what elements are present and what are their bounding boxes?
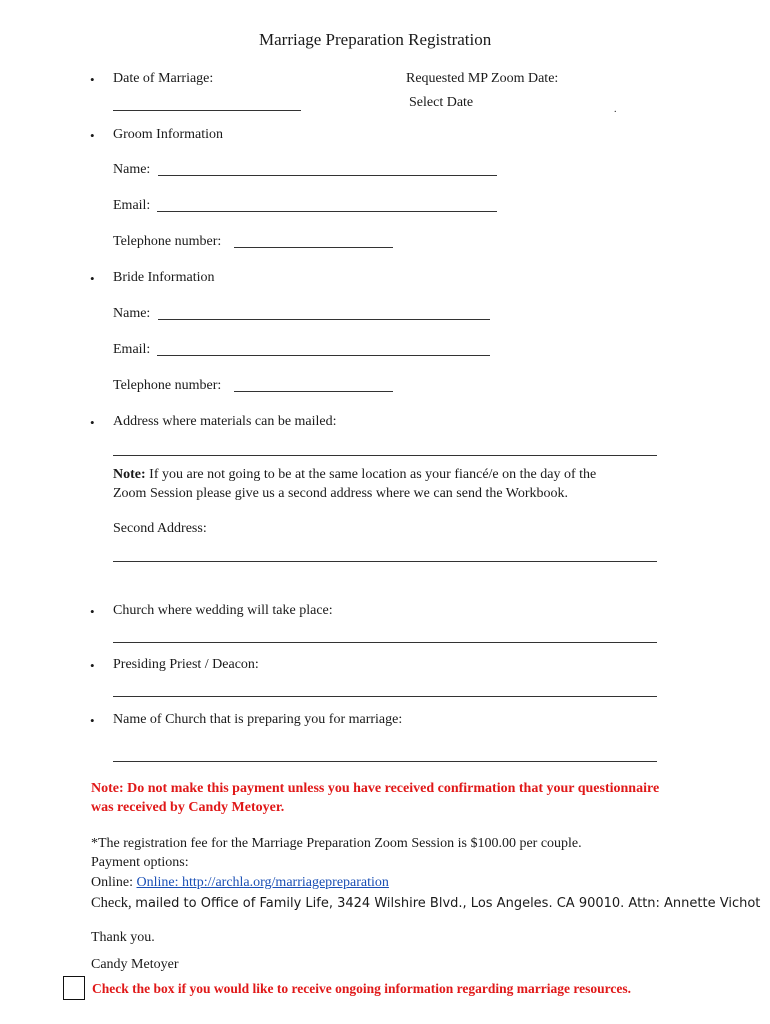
check-label: Check,: [91, 895, 132, 911]
online-link[interactable]: Online: http://archla.org/marriagepreparation: [136, 875, 389, 890]
groom-email-field[interactable]: [157, 211, 497, 212]
online-row: [91, 875, 389, 891]
bride-email-label: Email:: [113, 342, 151, 357]
second-address-field[interactable]: [113, 561, 657, 562]
bride-section-label: Bride Information: [113, 270, 215, 285]
groom-section-label: Groom Information: [113, 127, 224, 142]
stray-dot: .: [614, 104, 617, 115]
groom-email-label: Email:: [113, 198, 151, 213]
bullet-groom: •: [90, 128, 95, 143]
priest-label: Presiding Priest / Deacon:: [113, 657, 259, 672]
church-label: Church where wedding will take place:: [113, 603, 333, 618]
thank-you-text: Thank you.: [91, 930, 155, 945]
address-label: Address where materials can be mailed:: [113, 414, 337, 429]
payment-warning-line-2: was received by Candy Metoyer.: [91, 800, 285, 815]
checkbox-label: Check the box if you would like to receive ongoing information regarding marriage resources.: [92, 981, 631, 996]
resources-checkbox[interactable]: [63, 976, 85, 1000]
bullet-date: •: [90, 72, 95, 87]
address-field[interactable]: [113, 455, 657, 456]
priest-field[interactable]: [113, 696, 657, 697]
online-label: Online:: [91, 875, 133, 890]
date-of-marriage-label: Date of Marriage:: [113, 71, 214, 86]
prep-church-label: Name of Church that is preparing you for marriage:: [113, 712, 403, 727]
bullet-priest: •: [90, 658, 95, 673]
bullet-prep-church: •: [90, 713, 95, 728]
prep-church-field[interactable]: [113, 761, 657, 762]
second-address-note: [113, 467, 596, 483]
groom-phone-label: Telephone number:: [113, 234, 222, 249]
fee-text: *The registration fee for the Marriage Preparation Zoom Session is $100.00 per couple.: [91, 836, 582, 851]
check-mailing-text: mailed to Office of Family Life, 3424 Wilshire Blvd., Los Angeles. CA 90010. Attn: Annette Vichot: [135, 896, 761, 911]
signature-name: Candy Metoyer: [91, 957, 179, 972]
bride-phone-field[interactable]: [234, 391, 393, 392]
bride-name-label: Name:: [113, 306, 151, 321]
note-bold-label: Note:: [113, 467, 146, 482]
church-field[interactable]: [113, 642, 657, 643]
groom-phone-field[interactable]: [234, 247, 393, 248]
second-address-label: Second Address:: [113, 521, 207, 536]
groom-name-label: Name:: [113, 162, 151, 177]
bullet-bride: •: [90, 271, 95, 286]
bullet-church: •: [90, 604, 95, 619]
bride-phone-label: Telephone number:: [113, 378, 222, 393]
payment-warning-line-1: Note: Do not make this payment unless you have received confirmation that your questionnaire: [91, 781, 660, 796]
payment-options-label: Payment options:: [91, 855, 189, 870]
bullet-address: •: [90, 415, 95, 430]
bride-email-field[interactable]: [157, 355, 490, 356]
note-line-1: If you are not going to be at the same location as your fiancé/e on the day of the: [145, 467, 597, 482]
page-title: Marriage Preparation Registration: [259, 30, 492, 49]
note-line-2: Zoom Session please give us a second address where we can send the Workbook.: [113, 486, 569, 501]
check-row: [91, 895, 760, 912]
requested-date-label: Requested MP Zoom Date:: [406, 71, 559, 86]
bride-name-field[interactable]: [158, 319, 490, 320]
date-of-marriage-field[interactable]: [113, 110, 301, 111]
groom-name-field[interactable]: [158, 175, 497, 176]
select-date-field[interactable]: Select Date: [409, 95, 474, 110]
